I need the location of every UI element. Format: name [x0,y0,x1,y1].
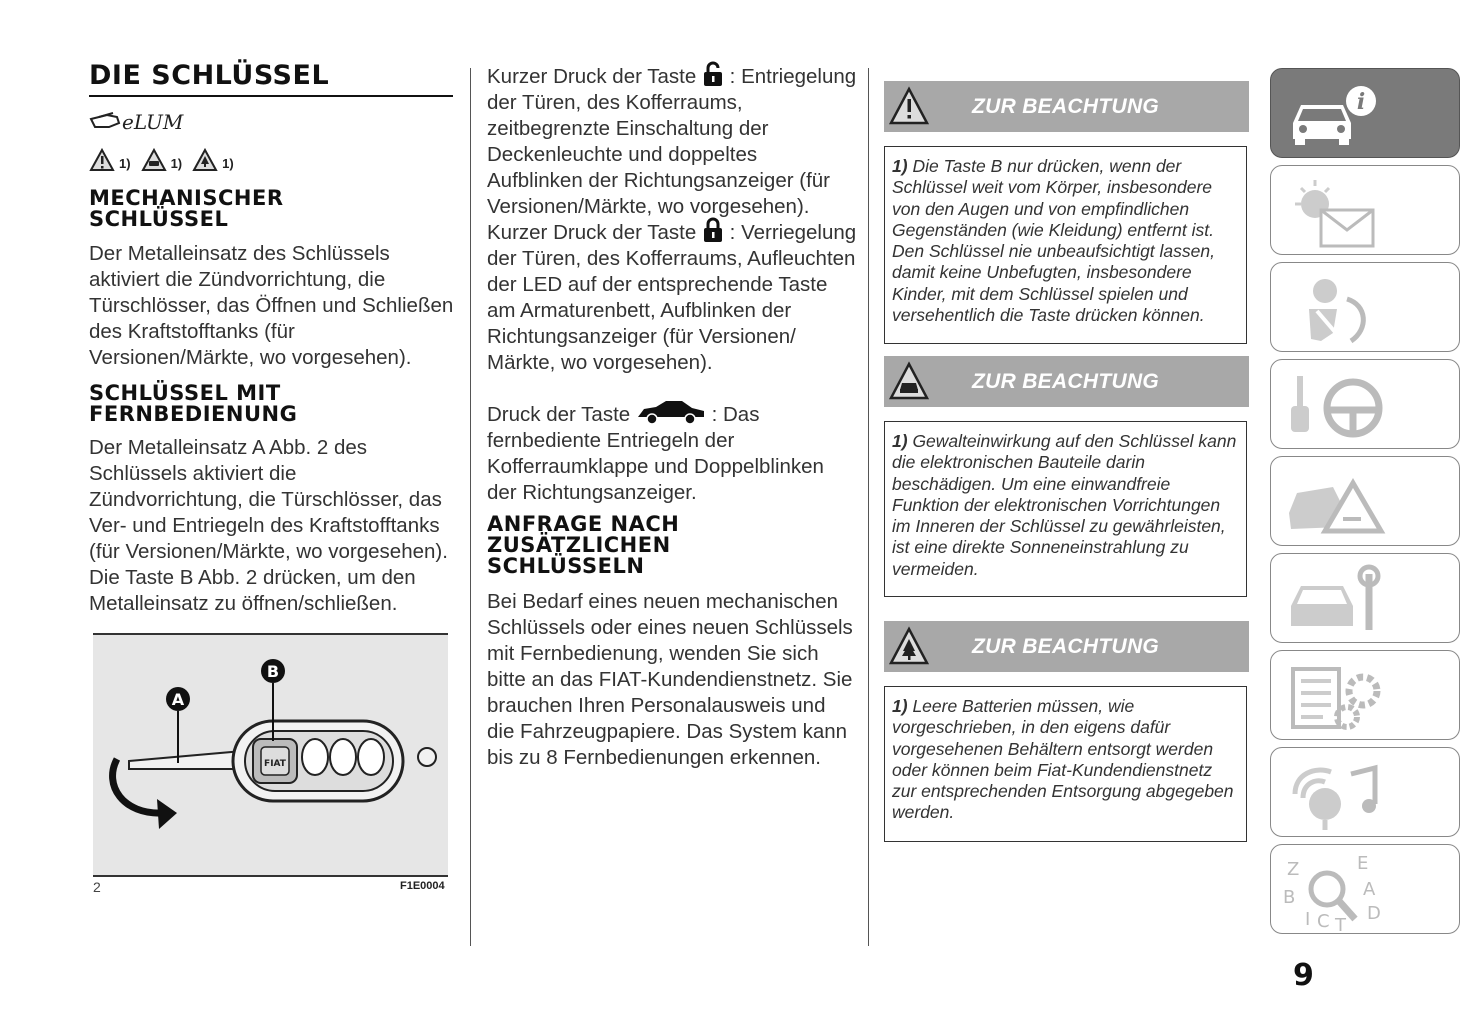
page-title: DIE SCHLÜSSEL [89,60,453,97]
heading-extra-keys: ANFRAGE NACH ZUSÄTZLICHEN SCHLÜSSELN [487,512,680,578]
warning-box-1 [884,146,1247,344]
warning-ref[interactable]: 1) [119,155,131,171]
tab-index[interactable] [1270,844,1460,934]
paragraph-mechanical-key: Der Metalleinsatz des Schlüssels aktiviert die Zündvorrichtung, die Türschlösser, das Öffnen und Schließen des Kraftstofftanks (für Versionen/Märkte, wo vorgesehen). [89,242,454,369]
safety-airbag-icon [1281,269,1391,349]
warning-box-3 [884,686,1247,842]
figure-label-a: A [171,690,185,709]
index-letter: T [1335,915,1346,936]
index-letter: E [1357,853,1369,874]
tab-warning-lights[interactable] [1270,165,1460,255]
tab-car-info[interactable] [1270,68,1460,158]
lock-icon [702,217,724,243]
figure-number: 2 [93,879,101,895]
key-illustration [93,635,448,875]
index-letter: C [1317,911,1330,932]
unlock-text-start: Kurzer Druck der Taste [487,65,697,88]
tab-safety[interactable] [1270,262,1460,352]
maintenance-icon [1281,560,1391,640]
trunk-car-icon [636,399,706,425]
emergency-icon [1281,463,1391,543]
column-divider [868,68,869,946]
lock-text-end: : Verriegelung der Türen, des Kofferraums, Aufleuchten der LED auf der entsprechende Taste am Armaturenbett, Aufblinken der Richtungsanzeiger (für Versionen/ Märkte, wo vorgesehen). [487,221,857,374]
unlock-text-end: : Entriegelung der Türen, des Kofferraums, zeitbegrenzte Einschaltung der Deckenleuchte und doppeltes Aufblinken der Richtungsanzeiger (für Versionen/Märkte, wo vorgesehen). [487,65,857,218]
warning-triangle-icon[interactable] [89,148,115,172]
paragraph-unlock [487,61,857,220]
environment-tree-icon[interactable] [192,148,218,172]
starting-driving-icon [1281,366,1391,446]
index-icon [1281,851,1391,936]
tab-starting-driving[interactable] [1270,359,1460,449]
index-letter: A [1363,879,1376,900]
warning-text: Gewalteinwirkung auf den Schlüssel kann die elektronischen Bauteile darin beschädigen. Um eine einwandfreie Funktion der elektronischen Vorrichtungen im Inneren der Schlüssel zu gewährleisten, ist eine direkte Sonneneinstrahlung zu vermeiden. [892,431,1237,579]
multimedia-icon [1281,754,1391,834]
heading-mechanical-key: MECHANISCHER SCHLÜSSEL [89,186,284,231]
figure-code: F1E0004 [400,880,445,892]
page-number: 9 [1293,958,1314,993]
tab-maintenance[interactable] [1270,553,1460,643]
tab-multimedia[interactable] [1270,747,1460,837]
lock-text-start: Kurzer Druck der Taste [487,221,697,244]
technical-data-icon [1281,657,1391,737]
index-letter: I [1305,909,1311,930]
car-warning-icon [888,360,930,402]
key-figure [93,633,448,877]
index-letter: B [1283,887,1296,908]
figure-label-b: B [266,662,280,681]
index-letter: D [1367,903,1381,924]
car-warning-icon[interactable] [141,148,167,172]
warning-header-3 [884,621,1249,672]
warning-title: ZUR BEACHTUNG [972,95,1160,118]
tab-emergency[interactable] [1270,456,1460,546]
hand-pointer-icon [89,105,184,135]
warning-ref: 1) [892,696,908,716]
warning-text: Leere Batterien müssen, wie vorgeschrieben, in den eigens dafür vorgesehenen Behältern entsorgt werden oder können beim Fiat-Kundendienstnetz zur entsprechenden Entsorgung abgegeben werden. [892,696,1234,823]
heading-remote-key: SCHLÜSSEL MIT FERNBEDIENUNG [89,381,298,426]
index-letter: Z [1287,859,1300,880]
warning-lights-icon [1281,172,1391,252]
warning-title: ZUR BEACHTUNG [972,370,1160,393]
paragraph-extra-keys: Bei Bedarf eines neuen mechanischen Schlüssels oder eines neuen Schlüssels mit Fernbedienung, wenden Sie sich bitte an das FIAT-Kundendienstnetz. Sie brauchen Ihren Personalausweis und die Fahrzeugpapiere. Das System kann bis zu 8 Fernbedienungen erkennen. [487,590,853,769]
paragraph-lock [487,217,857,376]
paragraph-trunk [487,399,857,506]
svg-text:FIAT: FIAT [264,759,286,769]
warning-reference-row [89,146,240,174]
warning-header-2 [884,356,1249,407]
warning-header-1 [884,81,1249,132]
tab-technical-data[interactable] [1270,650,1460,740]
warning-text: Die Taste B nur drücken, wenn der Schlüssel weit vom Körper, insbesondere von den Augen und von empfindlichen Gegenständen (wie Kleidung) entfernt ist. Den Schlüssel nie unbeaufsichtigt lassen, damit keine Unbefugten, insbesondere Kinder, mit dem Schlüssel spielen und versehentlich die Taste drücken können. [892,156,1215,326]
warning-title: ZUR BEACHTUNG [972,635,1160,658]
svg-text:i: i [1356,89,1366,115]
svg-text:eLUM: eLUM [122,110,184,134]
warning-ref: 1) [892,431,908,451]
paragraph-remote-key: Der Metalleinsatz A Abb. 2 des Schlüssels aktiviert die Zündvorrichtung, die Türschlösser, das Ver- und Entriegeln des Kraftstofftanks (für Versionen/Märkte, wo vorgesehen). Die Taste B Abb. 2 drücken, um den Metalleinsatz zu öffnen/schließen. [89,436,448,615]
trunk-text-start: Druck der Taste [487,403,631,426]
trunk-text-end: : Das fernbediente Entriegeln der Kofferraumklappe und Doppelblinken der Richtungsanzeiger. [487,403,824,504]
warning-ref[interactable]: 1) [170,155,183,171]
warning-triangle-icon [888,85,930,127]
warning-box-2 [884,421,1247,597]
warning-ref: 1) [892,156,908,176]
warning-ref[interactable]: 1) [222,155,234,171]
column-divider [470,68,471,946]
environment-tree-icon [888,625,930,667]
unlock-icon [702,61,724,87]
car-info-icon [1281,75,1391,155]
